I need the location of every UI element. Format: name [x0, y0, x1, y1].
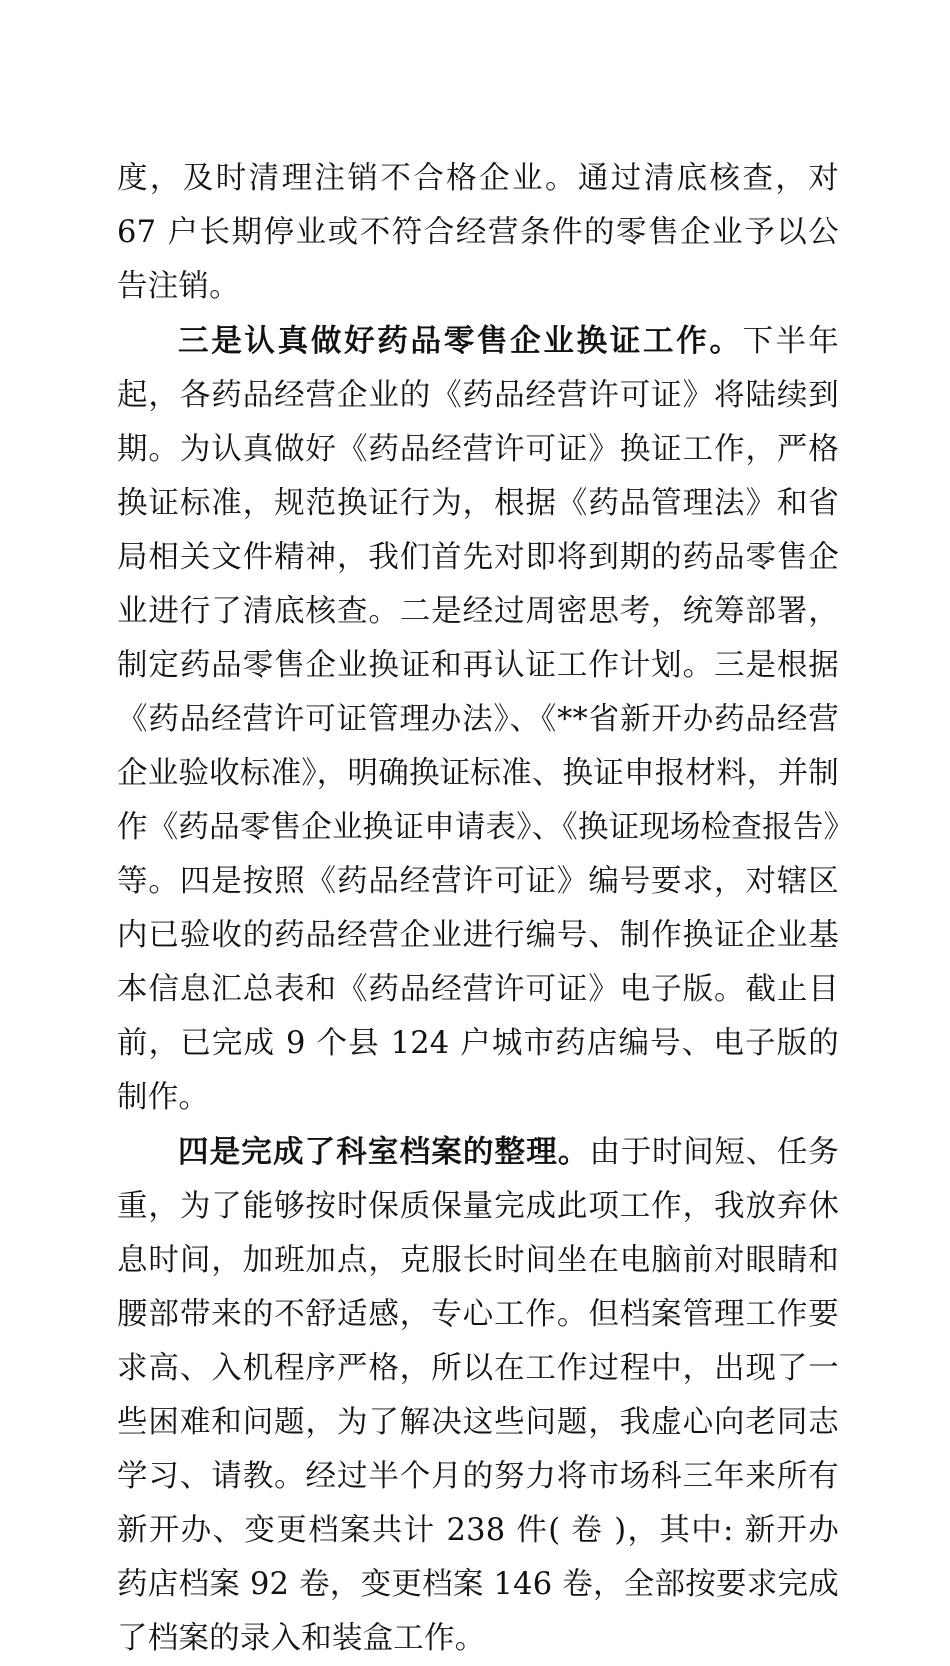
- paragraph-lead-bold: 四是完成了科室档案的整理。: [178, 1134, 590, 1170]
- paragraph-lead-bold: 三是认真做好药品零售企业换证工作。: [178, 323, 743, 359]
- paragraph-continued-license-cleanup: [117, 152, 839, 314]
- document-text-body: [117, 152, 839, 1666]
- paragraph-item-four-archive-organization: [117, 1125, 839, 1666]
- paragraph-text: 下半年起，各药品经营企业的《药品经营许可证》将陆续到期。为认真做好《药品经营许可证》换证工作，严格换证标准，规范换证行为，根据《药品管理法》和省局相关文件精神，我们首先对即将到期的药品零售企业进行了清底核查。二是经过周密思考，统筹部署，制定药品零售企业换证和再认证工作计划。三是根据《药品经营许可证管理办法》、《**省新开办药品经营企业验收标准》，明确换证标准、换证申报材料，并制作《药品零售企业换证申请表》、《换证现场检查报告》等。四是按照《药品经营许可证》编号要求，对辖区内已验收的药品经营企业进行编号、制作换证企业基本信息汇总表和《药品经营许可证》电子版。截止目前，已完成 9 个县 124 户城市药店编号、电子版的制作。: [117, 324, 839, 1115]
- paragraph-text: 度，及时清理注销不合格企业。通过清底核查，对 67 户长期停业或不符合经营条件的零售企业予以公告注销。: [117, 161, 839, 304]
- paragraph-item-three-license-renewal: [117, 314, 839, 1125]
- paragraph-text: 由于时间短、任务重，为了能够按时保质保量完成此项工作，我放弃休息时间，加班加点，克服长时间坐在电脑前对眼睛和腰部带来的不舒适感，专心工作。但档案管理工作要求高、入机程序严格，所以在工作过程中，出现了一些困难和问题，为了解决这些问题，我虚心向老同志学习、请教。经过半个月的努力将市场科三年来所有新开办、变更档案共计 238 件( 卷 )，其中: 新开办药店档案 92 卷，变更档案 146 卷，全部按要求完成了档案的录入和装盒工作。: [117, 1135, 839, 1656]
